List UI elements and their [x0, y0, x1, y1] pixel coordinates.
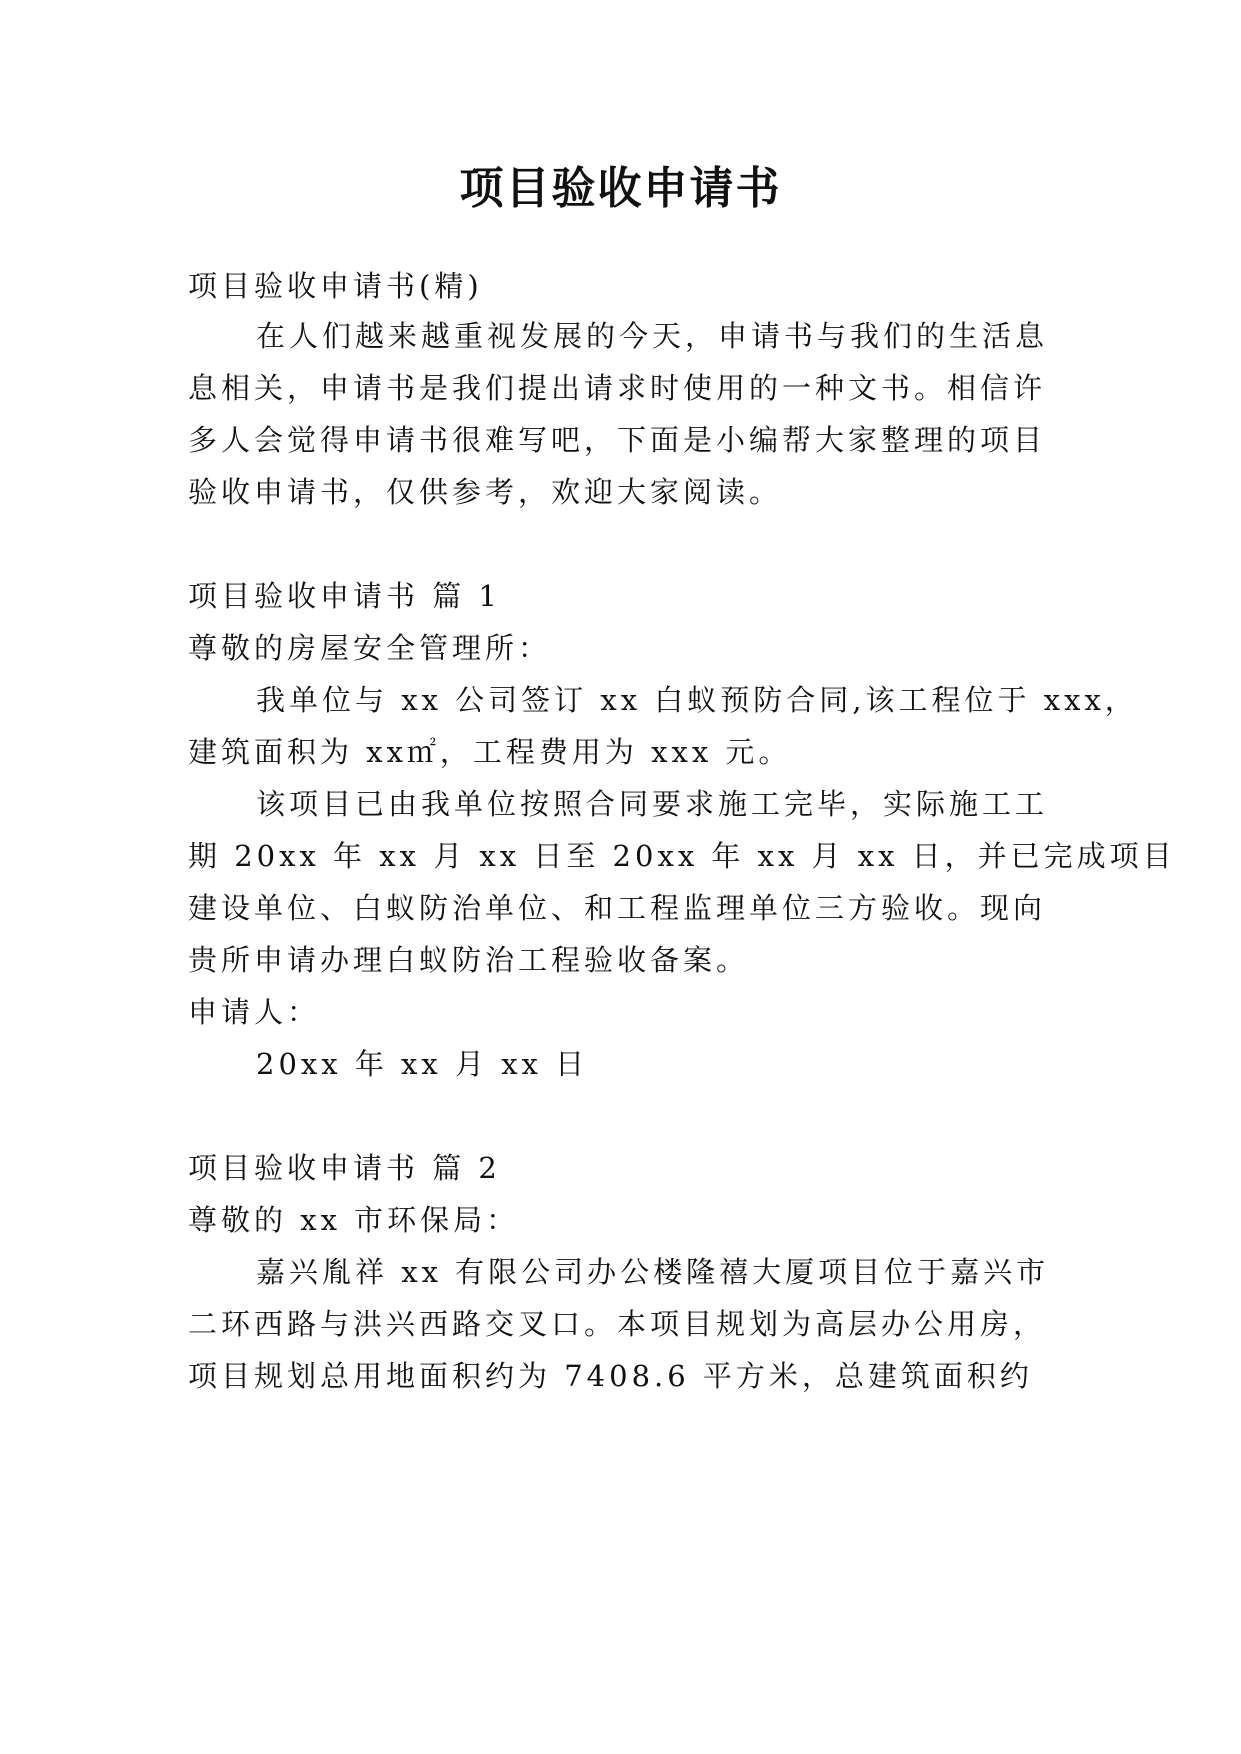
salutation-2: 尊敬的 xx 市环保局： — [188, 1203, 520, 1237]
paragraph-line: 验收申请书，仅供参考，欢迎大家阅读。 — [188, 475, 783, 509]
paragraph-line: 建筑面积为 xx㎡，工程费用为 xxx 元。 — [188, 735, 792, 769]
paragraph-line: 贵所申请办理白蚁防治工程验收备案。 — [188, 943, 750, 977]
intro-heading: 项目验收申请书(精) — [188, 269, 483, 303]
paragraph-line: 息相关，申请书是我们提出请求时使用的一种文书。相信许 — [188, 371, 1047, 405]
paragraph-line: 我单位与 xx 公司签订 xx 白蚁预防合同,该工程位于 xxx， — [256, 683, 1138, 717]
paragraph-line: 项目规划总用地面积约为 7408.6 平方米，总建筑面积约 — [188, 1359, 1033, 1393]
paragraph-line: 期 20xx 年 xx 月 xx 日至 20xx 年 xx 月 xx 日，并已完成项目 — [188, 839, 1176, 873]
paragraph-line: 嘉兴胤祥 xx 有限公司办公楼隆禧大厦项目位于嘉兴市 — [256, 1255, 1050, 1289]
paragraph-line: 建设单位、白蚁防治单位、和工程监理单位三方验收。现向 — [188, 891, 1047, 925]
salutation-1: 尊敬的房屋安全管理所： — [188, 631, 552, 665]
paragraph-line: 多人会觉得申请书很难写吧，下面是小编帮大家整理的项目 — [188, 423, 1047, 457]
paragraph-line: 该项目已由我单位按照合同要求施工完毕，实际施工工 — [256, 787, 1049, 821]
applicant-label: 申请人： — [188, 995, 321, 1029]
date-line: 20xx 年 xx 月 xx 日 — [256, 1047, 589, 1081]
document-title: 项目验收申请书 — [459, 163, 782, 214]
paragraph-line: 在人们越来越重视发展的今天，申请书与我们的生活息 — [256, 319, 1049, 353]
section-heading-2: 项目验收申请书 篇 2 — [188, 1151, 501, 1185]
paragraph-line: 二环西路与洪兴西路交叉口。本项目规划为高层办公用房， — [188, 1307, 1047, 1341]
section-heading-1: 项目验收申请书 篇 1 — [188, 579, 501, 613]
